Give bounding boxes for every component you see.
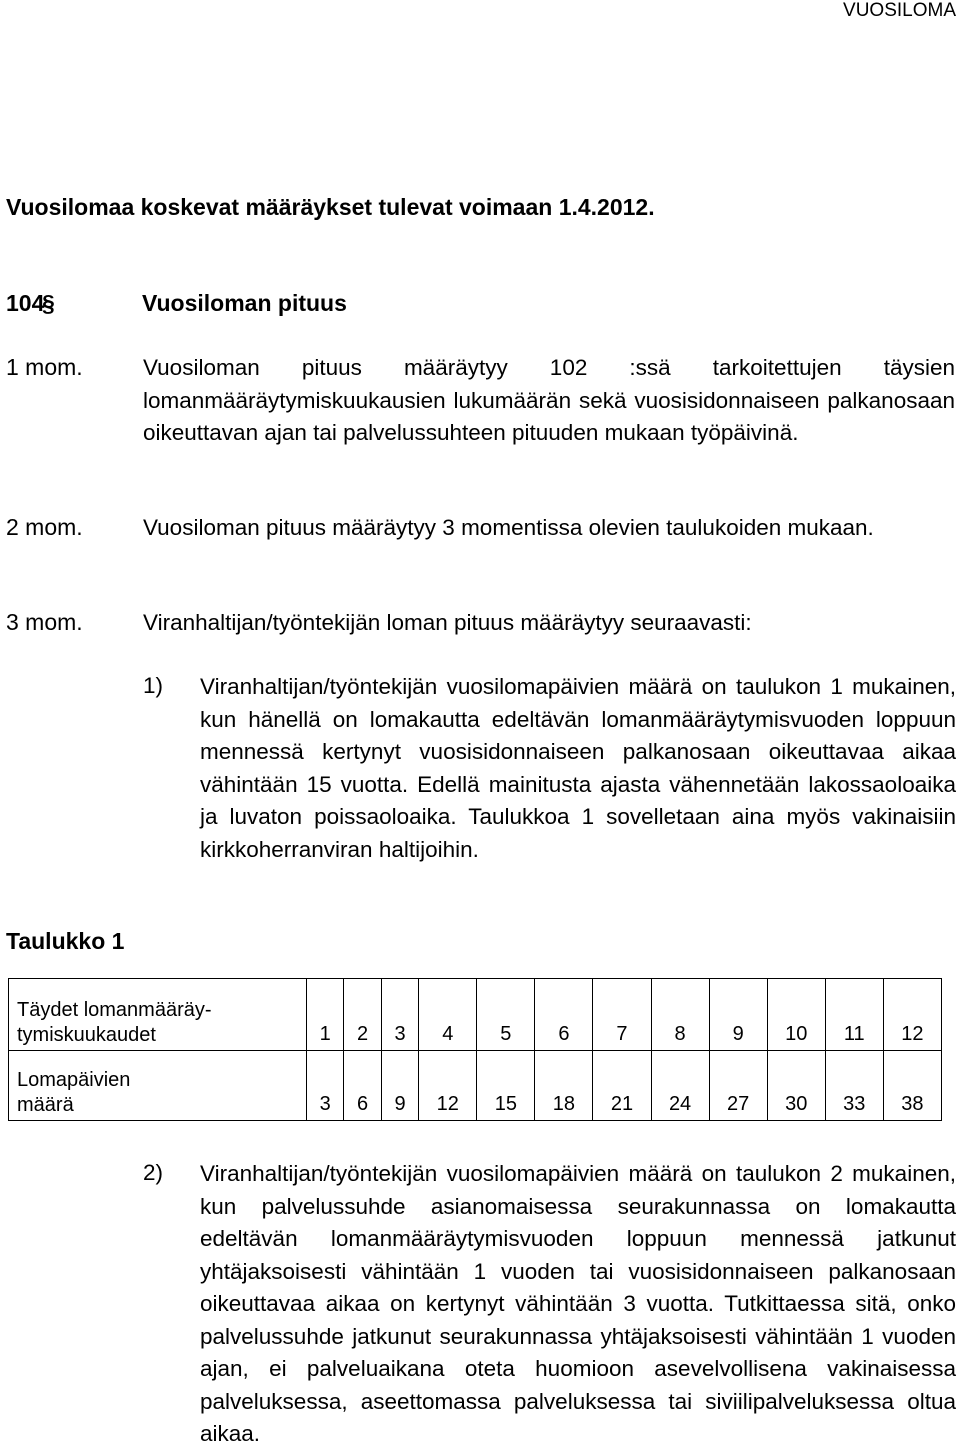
table-1-caption: Taulukko 1 [6,928,125,954]
moment-2-text: Vuosiloman pituus määräytyy 3 momentissa olevien taulukoiden mukaan. [143,515,874,540]
table-row-label: Lomapäivien määrä [9,1051,307,1121]
table-cell: 27 [709,1051,767,1121]
table-row [9,1051,942,1121]
table-cell: 4 [419,979,477,1051]
table-cell: 21 [593,1051,651,1121]
table-cell: 10 [767,979,825,1051]
table-row [9,979,942,1051]
table-cell: 12 [419,1051,477,1121]
running-header: VUOSILOMA [843,0,956,21]
table-1 [8,978,942,1121]
table-cell: 3 [307,1051,344,1121]
table-cell: 6 [535,979,593,1051]
table-cell: 33 [825,1051,883,1121]
table-cell: 24 [651,1051,709,1121]
moment-1-label: 1 mom. [6,354,83,380]
table-cell: 7 [593,979,651,1051]
moment-3-label: 3 mom. [6,609,83,635]
section-heading [6,290,347,317]
table-cell: 30 [767,1051,825,1121]
section-title: Vuosiloman pituus [142,290,347,316]
table-cell: 38 [883,1051,941,1121]
table-cell: 18 [535,1051,593,1121]
table-cell: 1 [307,979,344,1051]
section-number: 104 [6,290,45,316]
table-cell: 9 [709,979,767,1051]
table-cell: 3 [381,979,418,1051]
moment-2-label: 2 mom. [6,514,83,540]
table-cell: 9 [381,1051,418,1121]
table-cell: 6 [344,1051,381,1121]
list-item-2-text: Viranhaltijan/työntekijän vuosilomapäivien määrä on taulukon 2 mukainen, kun palvelussuhde asianomaisessa seurakunnassa on lomakautta edeltävän lomanmääräytymisvuoden loppuun mennessä jatkunut yhtäjaksoisesti vähintään 1 vuoden tai vuosisidonnaiseen palkanosaan oikeuttavaa aikaa on kertynyt vähintään 3 vuotta. Tutkittaessa sitä, onko palvelussuhde jatkunut seurakunnassa yhtäjaksoisesti vähintään 1 vuoden ajan, ei palveluaikana oteta huomioon asevelvollisena vakinaisessa palveluksessa, aseettomassa palveluksessa tai siviilipalveluksessa oltua aikaa. [200,1161,956,1446]
moment-1-text: Vuosiloman pituus määräytyy 102 :ssä tarkoitettujen täysien lomanmääräytymiskuukausien lukumäärän sekä vuosisidonnaiseen palkanosaan oikeuttavan ajan tai palvelussuhteen pituuden mukaan työpäivinä. [143,355,955,445]
list-item-1-text: Viranhaltijan/työntekijän vuosilomapäivien määrä on taulukon 1 mukainen, kun hänellä on lomakautta edeltävän lomanmääräytymisvuoden loppuun mennessä kertynyt vuosisidonnaiseen palkanosaan oikeuttavaa aikaa vähintään 15 vuotta. Edellä mainitusta ajasta vähennetään lakossaoloaika ja luvaton poissaoloaika. Taulukkoa 1 sovelletaan aina myös vakinaisiin kirkkoherranviran haltijoihin. [200,674,956,862]
list-item-1-number: 1) [143,673,164,698]
section-symbol: § [42,290,55,316]
table-cell: 12 [883,979,941,1051]
table-cell: 8 [651,979,709,1051]
moment-3-text: Viranhaltijan/työntekijän loman pituus määräytyy seuraavasti: [143,610,752,635]
table-row-label: Täydet lomanmääräy- tymiskuukaudet [9,979,307,1051]
table-cell: 5 [477,979,535,1051]
list-item-2-number: 2) [143,1160,164,1185]
main-title: Vuosilomaa koskevat määräykset tulevat voimaan 1.4.2012. [6,194,655,220]
table-cell: 11 [825,979,883,1051]
table-cell: 15 [477,1051,535,1121]
table-cell: 2 [344,979,381,1051]
